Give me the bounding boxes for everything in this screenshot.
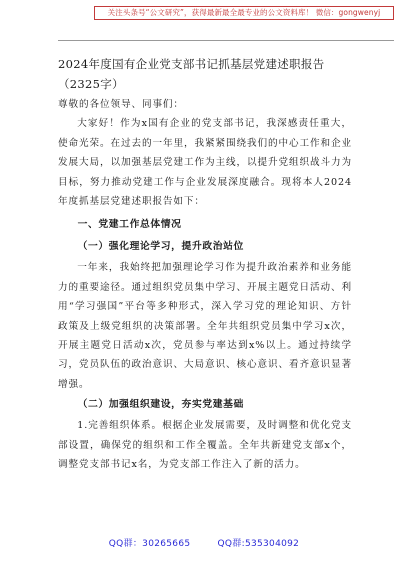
footer-contact bbox=[0, 536, 408, 549]
intro-paragraph: 大家好！作为x国有企业的党支部书记，我深感责任重大，使命光荣。在过去的一年里，我紧紧围绕我们的中心工作和企业发展大局，以加强基层党建工作为主线，以提升党组织战斗力为目标，努力推动党建工作与企业发展深度融合。现将本人2024年度抓基层党建述职报告如下： bbox=[58, 118, 352, 208]
qq-group-1: QQ群：30265665 bbox=[108, 539, 191, 549]
document-body bbox=[58, 54, 352, 475]
subsection-heading-2: （二）加强组织建设，夯实党建基础 bbox=[77, 399, 244, 411]
greeting: 尊敬的各位领导、同事们： bbox=[58, 99, 184, 110]
document-title: 2024年度国有企业党支部书记抓基层党建述职报告（2325字） bbox=[58, 57, 325, 91]
header-divider bbox=[58, 40, 394, 41]
section-heading-1: 一、党建工作总体情况 bbox=[77, 219, 182, 231]
promo-banner: 关注头条号“公文研究”，获得最新最全最专业的公文资料库！ 微信：gongwenyj bbox=[94, 6, 394, 20]
subsection-heading-1: （一）强化理论学习，提升政治站位 bbox=[77, 241, 244, 253]
subsection-2-paragraph: 1.完善组织体系。根据企业发展需要，及时调整和优化党支部设置，确保党的组织和工作全覆盖。全年共新建党支部x个，调整党支部书记x名，为党支部工作注入了新的活力。 bbox=[58, 420, 352, 471]
qq-group-2: QQ群:535304092 bbox=[217, 539, 300, 549]
subsection-1-paragraph: 一年来，我始终把加强理论学习作为提升政治素养和业务能力的重要途径。通过组织党员集中学习、开展主题党日活动、利用“学习强国”平台等多种形式，深入学习党的理论知识、方针政策及上级党组织的决策部署。全年共组织党员集中学习x次，开展主题党日活动x次，党员参与率达到x%以上。通过持续学习，党员队伍的政治意识、大局意识、核心意识、看齐意识显著增强。 bbox=[58, 262, 352, 390]
